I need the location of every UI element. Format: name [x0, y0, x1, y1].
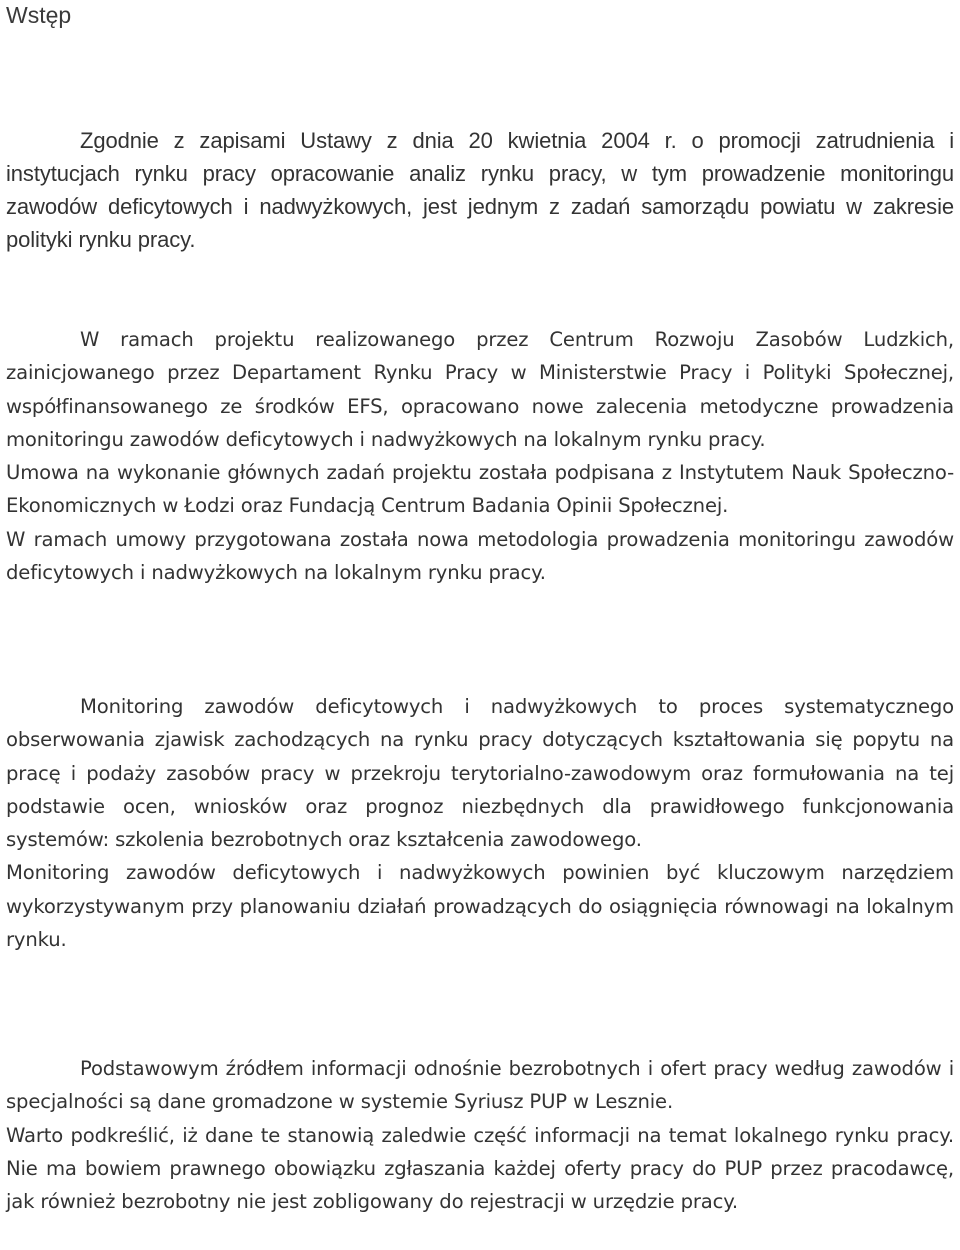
page-title: Wstęp: [6, 2, 72, 28]
paragraph-monitoring-text-2: Monitoring zawodów deficytowych i nadwyżkowych powinien być kluczowym narzędziem wykorzystywanym przy planowaniu działań prowadzących do osiągnięcia równowagi na lokalnym rynku.: [6, 861, 954, 952]
paragraph-project: [6, 323, 954, 589]
paragraph-monitoring: [6, 690, 954, 956]
paragraph-sources: [6, 1052, 954, 1218]
paragraph-intro: [6, 124, 954, 256]
paragraph-intro-text: Zgodnie z zapisami Ustawy z dnia 20 kwietnia 2004 r. o promocji zatrudnienia i instytucjach rynku pracy opracowanie analiz rynku pracy, w tym prowadzenie monitoringu zawodów deficytowych i nadwyżkowych, jest jednym z zadań samorządu powiatu w zakresie polityki rynku pracy.: [6, 128, 954, 252]
paragraph-sources-text-1: Podstawowym źródłem informacji odnośnie bezrobotnych i ofert pracy według zawodów i specjalności są dane gromadzone w systemie Syriusz PUP w Lesznie.: [6, 1057, 954, 1114]
paragraph-project-text-3: W ramach umowy przygotowana została nowa metodologia prowadzenia monitoringu zawodów deficytowych i nadwyżkowych na lokalnym rynku pracy.: [6, 527, 954, 585]
paragraph-sources-text-2: Warto podkreślić, iż dane te stanowią zaledwie część informacji na temat lokalnego rynku pracy. Nie ma bowiem prawnego obowiązku zgłaszania każdej oferty pracy do PUP przez pracodawcę, jak również bezrobotny nie jest zobligowany do rejestracji w urzędzie pracy.: [6, 1123, 954, 1214]
paragraph-monitoring-text-1: Monitoring zawodów deficytowych i nadwyżkowych to proces systematycznego obserwowania zjawisk zachodzących na rynku pracy dotyczących kształtowania się popytu na pracę i podaży zasobów pracy w przekroju terytorialno-zawodowym oraz formułowania na tej podstawie ocen, wniosków oraz prognoz niezbędnych dla prawidłowego funkcjonowania systemów: szkolenia bezrobotnych oraz kształcenia zawodowego.: [6, 695, 954, 852]
paragraph-project-text-2: Umowa na wykonanie głównych zadań projektu została podpisana z Instytutem Nauk Społeczno-Ekonomicznych w Łodzi oraz Fundacją Centrum Badania Opinii Społecznej.: [6, 461, 954, 518]
paragraph-project-text-1: W ramach projektu realizowanego przez Centrum Rozwoju Zasobów Ludzkich, zainicjowanego przez Departament Rynku Pracy w Ministerstwie Pracy i Polityki Społecznej, współfinansowanego ze środków EFS, opracowano nowe zalecenia metodyczne prowadzenia monitoringu zawodów deficytowych i nadwyżkowych na lokalnym rynku pracy.: [6, 328, 954, 451]
